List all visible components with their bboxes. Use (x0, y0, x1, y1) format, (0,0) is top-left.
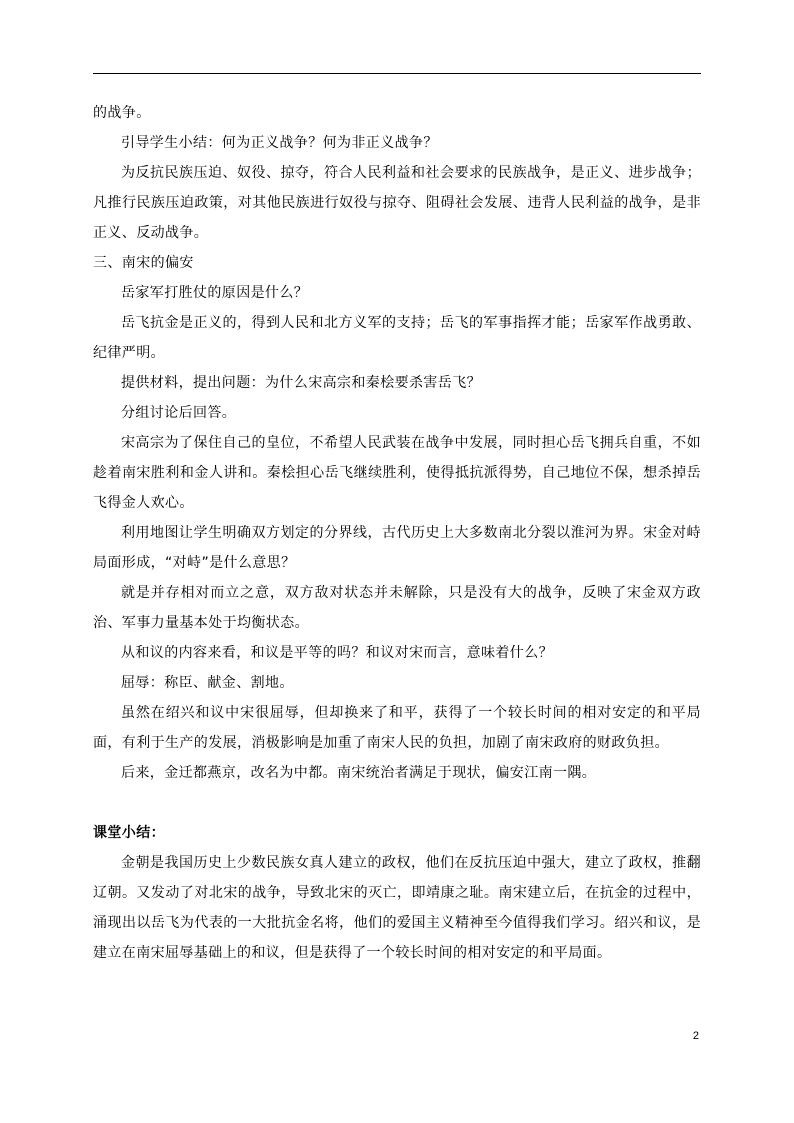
paragraph-standoff-meaning: 就是并存相对而立之意，双方敌对状态并未解除，只是没有大的战争，反映了宋金双方政治、军事力量基本处于均衡状态。 (93, 585, 701, 631)
paragraph-shaoxing-treaty: 虽然在绍兴和议中宋很屈辱，但却换来了和平，获得了一个较长时间的相对安定的和平局面，有利于生产的发展，消极影响是加重了南宋人民的负担，加剧了南宋政府的财政负担。 (93, 705, 701, 751)
summary-text: 金朝是我国历史上少数民族女真人建立的政权，他们在反抗压迫中强大，建立了政权，推翻辽朝。又发动了对北宋的战争，导致北宋的灭亡，即靖康之耻。南宋建立后，在抗金的过程中，涌现出以岳飞为代表的一大批抗金名将，他们的爱国主义精神至今值得我们学习。绍兴和议，是建立在南宋屈辱基础上的和议，但是获得了一个较长时间的相对安定的和平局面。 (93, 855, 701, 961)
document-body (93, 98, 701, 968)
paragraph-guide-question: 引导学生小结：何为正义战争？何为非正义战争？ (121, 135, 438, 151)
summary-heading: 课堂小结： (93, 825, 165, 841)
paragraph-continuation: 的战争。 (93, 105, 151, 121)
paragraph-question-yue: 岳家军打胜仗的原因是什么？ (121, 285, 309, 301)
paragraph-capital-move: 后来，金迁都燕京，改名为中都。南宋统治者满足于现状，偏安江南一隅。 (121, 765, 597, 781)
paragraph-answer-yue: 岳飞抗金是正义的，得到人民和北方义军的支持；岳飞的军事指挥才能；岳家军作战勇敢、纪律严明。 (93, 315, 701, 361)
header-rule (93, 73, 701, 74)
paragraph-map-boundary: 利用地图让学生明确双方划定的分界线，古代历史上大多数南北分裂以淮河为界。宋金对峙局面形成，“对峙”是什么意思？ (93, 525, 701, 571)
paragraph-treaty-question: 从和议的内容来看，和议是平等的吗？和议对宋而言，意味着什么？ (121, 645, 553, 661)
paragraph-material-question: 提供材料，提出问题：为什么宋高宗和秦桧要杀害岳飞？ (121, 375, 481, 391)
section-heading: 三、南宋的偏安 (93, 255, 194, 271)
paragraph-war-definition: 为反抗民族压迫、奴役、掠夺，符合人民利益和社会要求的民族战争，是正义、进步战争；凡推行民族压迫政策，对其他民族进行奴役与掠夺、阻碍社会发展、违背人民利益的战争，是非正义、反动战争。 (93, 165, 701, 241)
paragraph-gaozong-reason: 宋高宗为了保住自己的皇位，不希望人民武装在战争中发展，同时担心岳飞拥兵自重，不如趁着南宋胜利和金人讲和。秦桧担心岳飞继续胜利，使得抵抗派得势，自己地位不保，想杀掉岳飞得金人欢心。 (93, 435, 701, 511)
paragraph-group-discussion: 分组讨论后回答。 (121, 405, 237, 421)
paragraph-humiliation: 屈辱：称臣、献金、割地。 (121, 675, 294, 691)
page-number: 2 (692, 1030, 699, 1042)
